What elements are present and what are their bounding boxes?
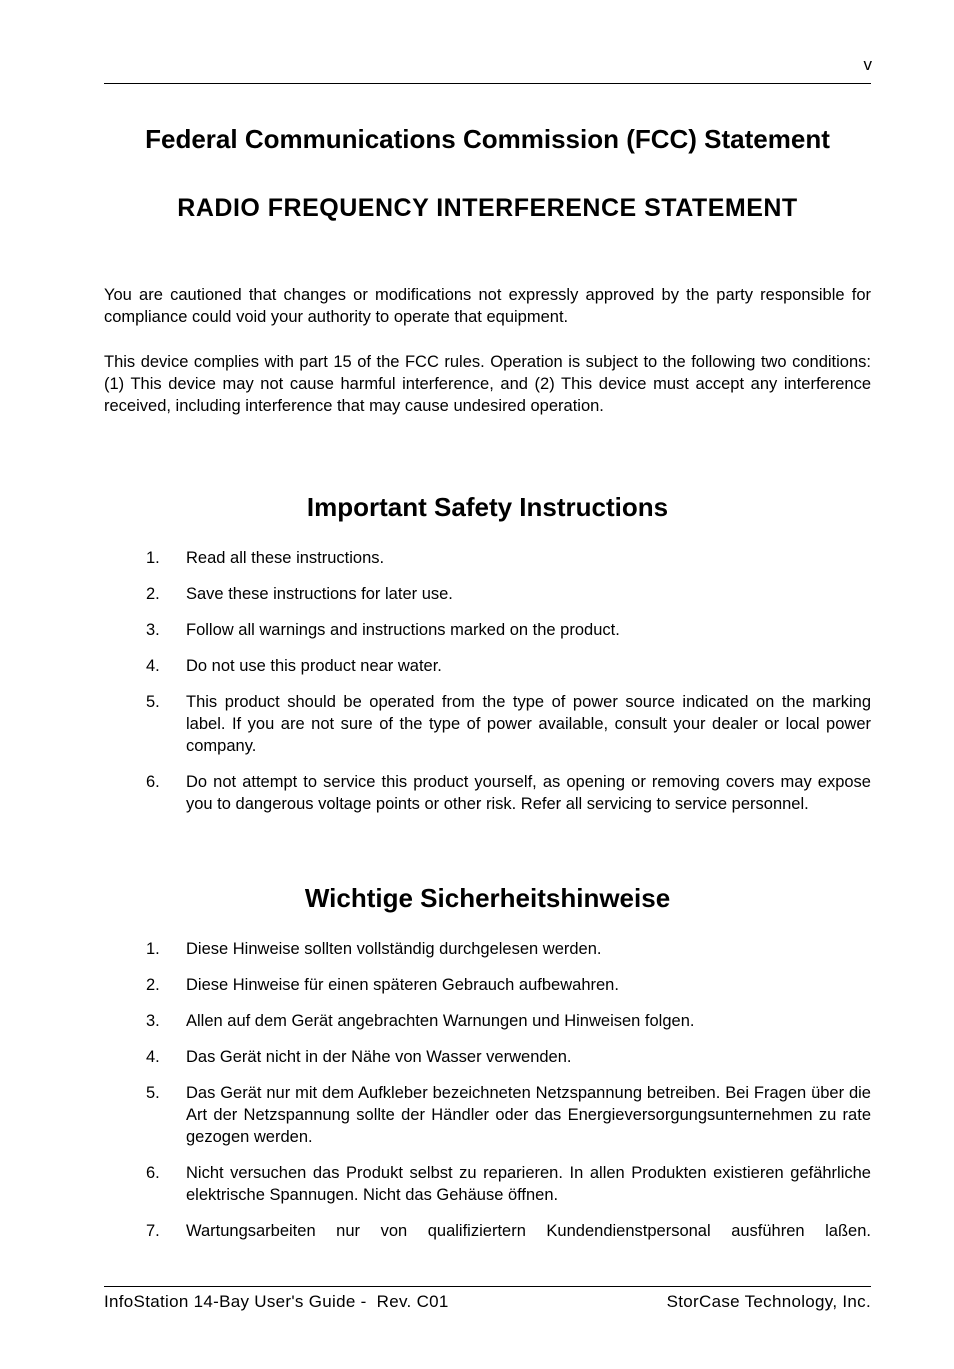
item-number: 7.	[146, 1222, 160, 1240]
list-item	[104, 1010, 871, 1032]
item-text: Follow all warnings and instructions marked on the product.	[186, 621, 620, 639]
footer	[104, 1292, 871, 1312]
rfi-subtitle: RADIO FREQUENCY INTERFERENCE STATEMENT	[177, 194, 798, 222]
item-text: Diese Hinweise sollten vollständig durchgelesen werden.	[186, 940, 602, 958]
footer-document-title: InfoStation 14-Bay User's Guide - Rev. C01	[104, 1292, 449, 1311]
item-number: 6.	[146, 773, 160, 791]
list-item	[104, 1220, 871, 1242]
item-number: 4.	[146, 657, 160, 675]
list-item	[104, 691, 871, 757]
item-text: Das Gerät nicht in der Nähe von Wasser verwenden.	[186, 1048, 572, 1066]
list-item	[104, 1082, 871, 1148]
item-text: Allen auf dem Gerät angebrachten Warnungen und Hinweisen folgen.	[186, 1012, 695, 1030]
item-number: 2.	[146, 585, 160, 603]
item-number: 1.	[146, 940, 160, 958]
item-text: Wartungsarbeiten nur von qualifiziertern Kundendienstpersonal ausführen laßen.	[186, 1222, 871, 1240]
list-item	[104, 655, 871, 677]
list-item	[104, 1046, 871, 1068]
footer-rule	[104, 1286, 871, 1287]
list-item	[104, 583, 871, 605]
item-text: Save these instructions for later use.	[186, 585, 453, 603]
item-number: 3.	[146, 1012, 160, 1030]
item-number: 3.	[146, 621, 160, 639]
list-item	[104, 619, 871, 641]
item-text: Nicht versuchen das Produkt selbst zu reparieren. In allen Produkten existieren gefährliche elektrische Spannugen. Nicht das Gehäuse öffnen.	[186, 1164, 871, 1204]
item-text: Das Gerät nur mit dem Aufkleber bezeichneten Netzspannung betreiben. Bei Fragen über die Art der Netzspannung sollte der Händler oder das Energieversorgungsunternehmen zu rate gezogen werden.	[186, 1084, 871, 1146]
safety-en-list	[104, 547, 871, 829]
fcc-paragraph-1: You are cautioned that changes or modifications not expressly approved by the party responsible for compliance could void your authority to operate that equipment.	[104, 286, 871, 326]
item-number: 5.	[146, 693, 160, 711]
item-text: This product should be operated from the type of power source indicated on the marking label. If you are not sure of the type of power available, consult your dealer or local power company.	[186, 693, 871, 755]
safety-de-title: Wichtige Sicherheitshinweise	[304, 883, 671, 913]
list-item	[104, 974, 871, 996]
item-number: 1.	[146, 549, 160, 567]
item-text: Do not attempt to service this product yourself, as opening or removing covers may expose you to dangerous voltage points or other risk. Refer all servicing to service personnel.	[186, 773, 871, 813]
item-text: Read all these instructions.	[186, 549, 385, 567]
footer-company: StorCase Technology, Inc.	[666, 1292, 871, 1311]
list-item	[104, 547, 871, 569]
item-number: 6.	[146, 1164, 160, 1182]
list-item	[104, 938, 871, 960]
item-text: Diese Hinweise für einen späteren Gebrauch aufbewahren.	[186, 976, 619, 994]
item-number: 4.	[146, 1048, 160, 1066]
safety-de-list	[104, 938, 871, 1256]
item-text: Do not use this product near water.	[186, 657, 442, 675]
list-item	[104, 771, 871, 815]
header-rule	[104, 83, 871, 84]
fcc-paragraph-2: This device complies with part 15 of the FCC rules. Operation is subject to the following two conditions: (1) This device may not cause harmful interference, and (2) This device must accept any interference received, including interference that may cause undesired operation.	[104, 353, 871, 415]
list-item	[104, 1162, 871, 1206]
safety-en-title: Important Safety Instructions	[306, 492, 669, 522]
page-number: v	[863, 55, 872, 74]
item-number: 5.	[146, 1084, 160, 1102]
item-number: 2.	[146, 976, 160, 994]
fcc-title: Federal Communications Commission (FCC) Statement	[145, 124, 830, 154]
